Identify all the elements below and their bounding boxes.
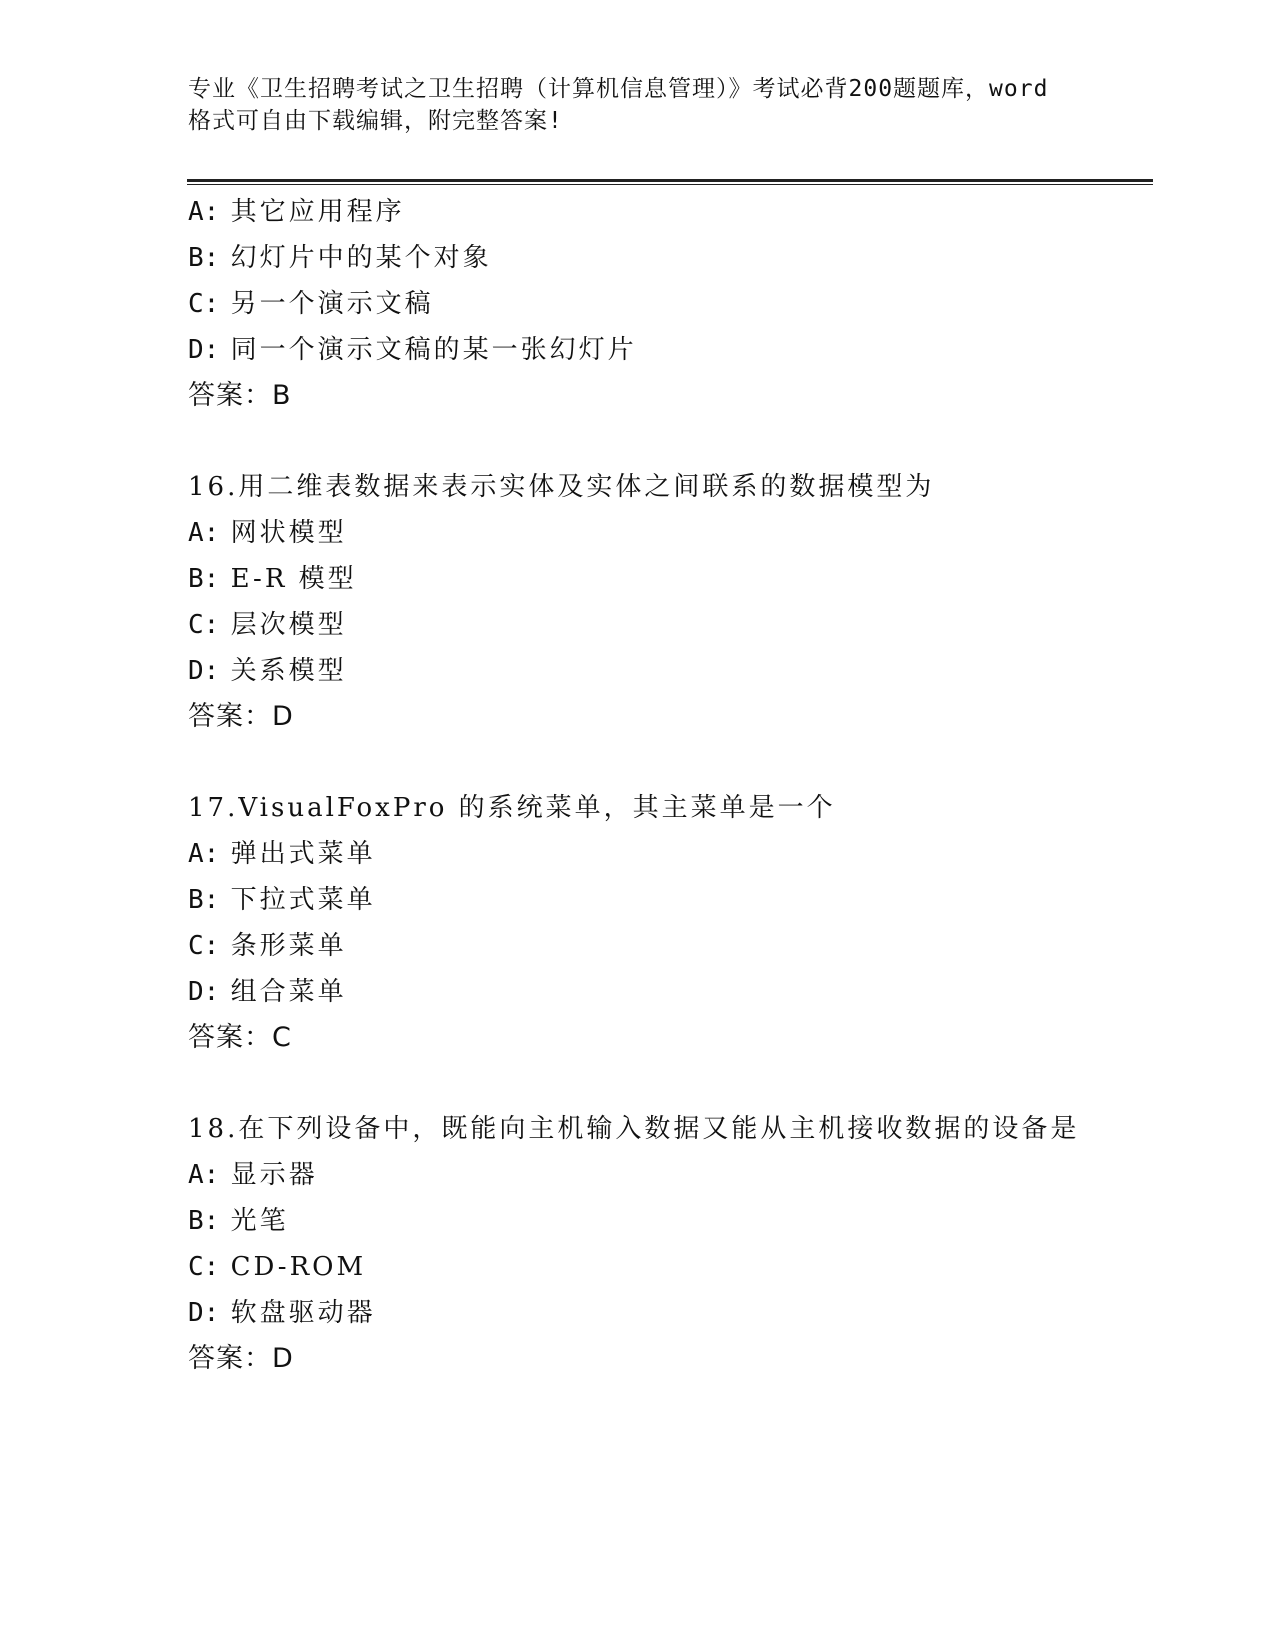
option-c: C: 条形菜单 xyxy=(188,931,347,961)
answer: 答案：D xyxy=(188,1343,294,1374)
question-text: 17.VisualFoxPro 的系统菜单，其主菜单是一个 xyxy=(188,793,836,823)
header-rule-thick xyxy=(187,179,1153,182)
option-a: A: 显示器 xyxy=(188,1160,318,1190)
header-line-2: 格式可自由下载编辑，附完整答案! xyxy=(188,108,563,134)
question-text: 16.用二维表数据来表示实体及实体之间联系的数据模型为 xyxy=(188,472,935,502)
question-text: 18.在下列设备中，既能向主机输入数据又能从主机接收数据的设备是 xyxy=(188,1114,1080,1144)
option-d: D: 关系模型 xyxy=(188,656,347,686)
answer: 答案：D xyxy=(188,701,294,732)
option-b: B: 幻灯片中的某个对象 xyxy=(188,243,492,273)
option-d: D: 软盘驱动器 xyxy=(188,1298,376,1328)
option-b: B: 下拉式菜单 xyxy=(188,885,376,915)
question-block xyxy=(188,464,1148,740)
option-c: C: 层次模型 xyxy=(188,610,347,640)
option-c: C: CD-ROM xyxy=(188,1252,367,1282)
option-b: B: 光笔 xyxy=(188,1206,289,1236)
answer: 答案：C xyxy=(188,1022,292,1053)
option-d: D: 同一个演示文稿的某一张幻灯片 xyxy=(188,335,637,365)
answer: 答案：B xyxy=(188,380,292,411)
option-a: A: 网状模型 xyxy=(188,518,347,548)
option-a: A: 弹出式菜单 xyxy=(188,839,376,869)
header-line-1: 专业《卫生招聘考试之卫生招聘（计算机信息管理）》考试必背200题题库，word xyxy=(188,76,1049,102)
question-block xyxy=(188,189,1148,419)
header-rule-thin xyxy=(187,184,1153,185)
option-b: B: E-R 模型 xyxy=(188,564,357,594)
question-block xyxy=(188,785,1148,1061)
question-block xyxy=(188,1106,1148,1382)
option-c: C: 另一个演示文稿 xyxy=(188,289,434,319)
question-list xyxy=(188,189,1148,1382)
document-header xyxy=(188,73,1088,137)
option-d: D: 组合菜单 xyxy=(188,977,347,1007)
option-a: A: 其它应用程序 xyxy=(188,197,405,227)
